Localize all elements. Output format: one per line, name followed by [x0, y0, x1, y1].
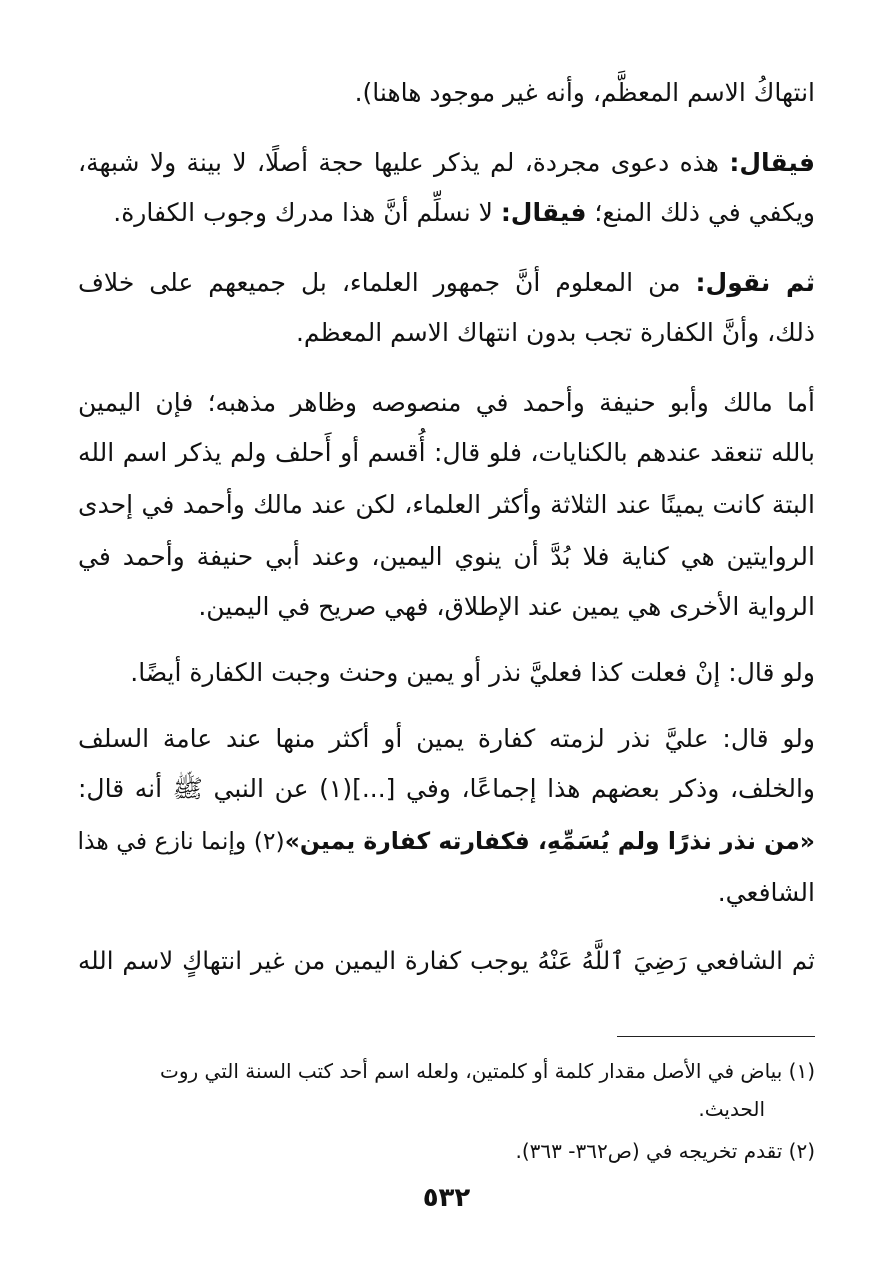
text-run: ولو قال: عليَّ نذر لزمته كفارة يمين أو أكثر منها عند عامة السلف: [78, 724, 815, 753]
text-run: هذه دعوى مجردة، لم يذكر عليها حجة أصلًا، لا بينة ولا شبهة،: [78, 148, 730, 177]
footnote-text: الحديث.: [698, 1097, 765, 1121]
body-line: [78, 266, 815, 300]
body-line: [78, 386, 815, 420]
text-run: من المعلوم أنَّ جمهور العلماء، بل جميعهم على خلاف: [78, 268, 696, 297]
footnote-text: تقدم تخريجه في (ص٣٦٢- ٣٦٣).: [515, 1139, 783, 1163]
text-run: ثم الشافعي رَضِيَ ٱللَّهُ عَنْهُ يوجب كفارة اليمين من غير انتهاكٍ لاسم الله: [78, 946, 815, 975]
body-line: [78, 824, 815, 858]
footnote-number: (٢): [788, 1139, 815, 1163]
text-run: لا نسلِّم أنَّ هذا مدرك وجوب الكفارة.: [113, 198, 501, 227]
text-run: انتهاكُ الاسم المعظَّم، وأنه غير موجود هاهنا).: [354, 78, 815, 107]
footnote-text: بياض في الأصل مقدار كلمة أو كلمتين، ولعله اسم أحد كتب السنة التي روت: [160, 1059, 783, 1083]
text-run: الشافعي.: [717, 878, 815, 907]
footnote-2: [78, 1136, 815, 1166]
body-line: [78, 76, 815, 110]
body-line: [78, 316, 815, 350]
footnote-1-continuation: [78, 1094, 765, 1124]
text-run: (٢) وإنما نازع في هذا: [77, 827, 285, 855]
body-line: [78, 540, 815, 574]
bold-lead: فيقال:: [500, 198, 587, 227]
body-line: [78, 772, 815, 806]
text-run: ولو قال: إنْ فعلت كذا فعليَّ نذر أو يمين وحنث وجبت الكفارة أيضًا.: [130, 658, 815, 687]
body-line: [78, 876, 815, 910]
text-run: ذلك، وأنَّ الكفارة تجب بدون انتهاك الاسم المعظم.: [295, 318, 815, 347]
text-run: ويكفي في ذلك المنع؛: [586, 198, 815, 227]
body-line: [78, 722, 815, 756]
text-run: الرواية الأخرى هي يمين عند الإطلاق، فهي صريح في اليمين.: [198, 592, 815, 621]
footnote-1: [78, 1056, 815, 1086]
text-run: البتة كانت يمينًا عند الثلاثة وأكثر العلماء، لكن عند مالك وأحمد في إحدى: [78, 490, 815, 519]
body-line: [78, 436, 815, 470]
body-line: [78, 196, 815, 230]
bold-lead: فيقال:: [729, 148, 815, 177]
body-line: [78, 488, 815, 522]
hadith-quote: «من نذر نذرًا ولم يُسَمِّهِ، فكفارته كفارة يمين»: [284, 827, 815, 855]
body-line: [78, 656, 815, 690]
text-run: بالله تنعقد عندهم بالكنايات، فلو قال: أُقسم أو أَحلف ولم يذكر اسم الله: [78, 438, 815, 467]
text-run: والخلف، وذكر بعضهم هذا إجماعًا، وفي [...](١) عن النبي ﷺ أنه قال:: [78, 774, 815, 803]
body-line: [78, 590, 815, 624]
bold-lead: ثم نقول:: [695, 268, 815, 297]
page-number: ٥٣٢: [422, 1183, 471, 1213]
text-run: الروايتين هي كناية فلا بُدَّ أن ينوي اليمين، وعند أبي حنيفة وأحمد في: [78, 542, 815, 571]
body-line: [78, 944, 815, 978]
text-run: أما مالك وأبو حنيفة وأحمد في منصوصه وظاهر مذهبه؛ فإن اليمين: [78, 388, 815, 417]
footnote-number: (١): [788, 1059, 815, 1083]
footnote-separator: [617, 1036, 815, 1037]
body-line: [78, 146, 815, 180]
